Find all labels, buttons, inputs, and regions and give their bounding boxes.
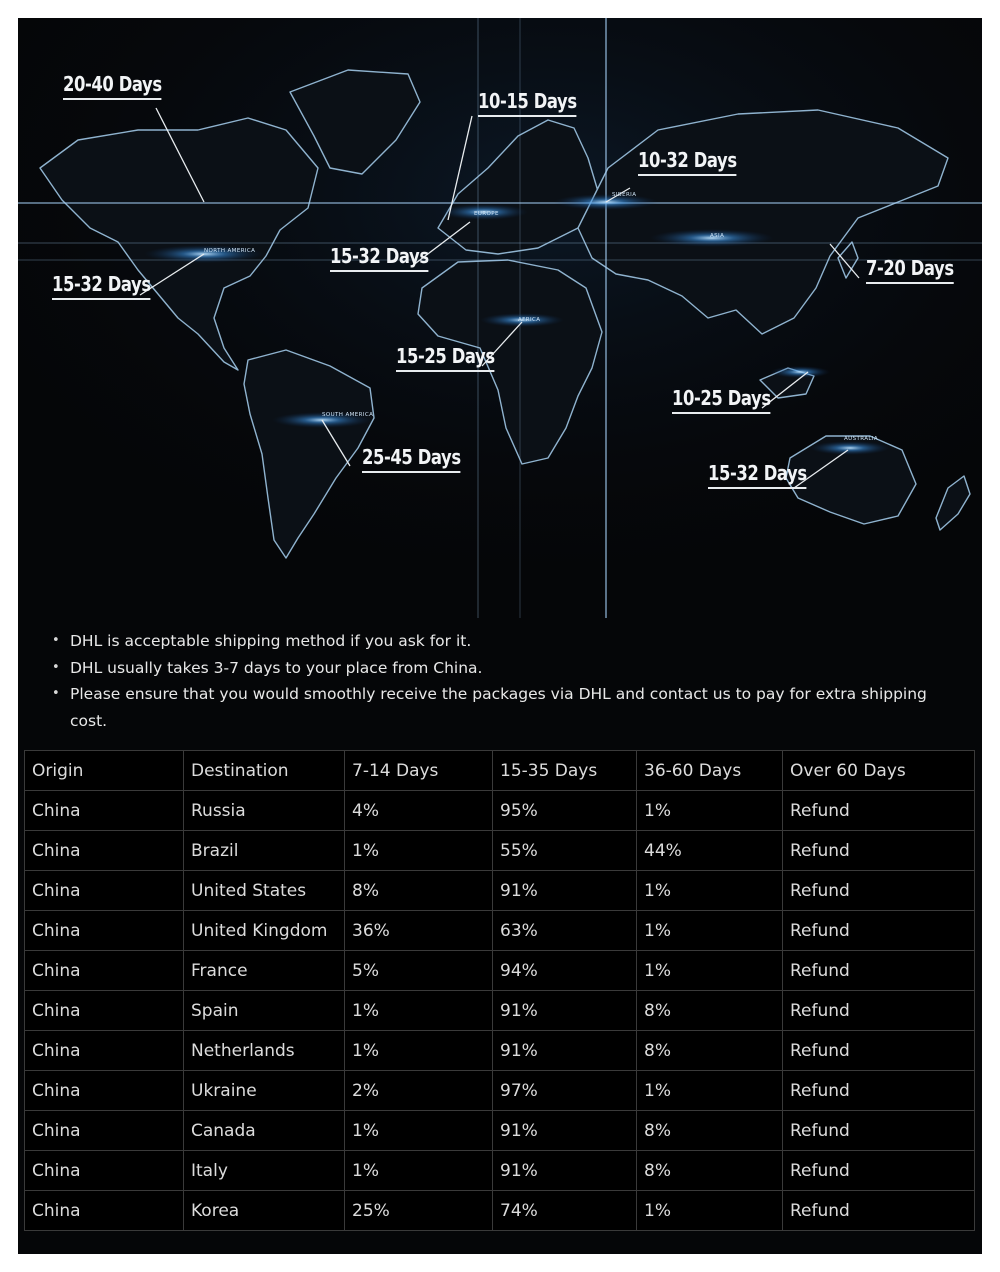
cell-origin: China xyxy=(25,991,184,1031)
cell-36-60: 1% xyxy=(637,1191,783,1231)
cell-36-60: 1% xyxy=(637,951,783,991)
cell-7-14: 1% xyxy=(345,1111,493,1151)
cell-36-60: 8% xyxy=(637,991,783,1031)
table-row xyxy=(25,831,975,871)
label-south-america: 25-45 Days xyxy=(362,445,461,473)
cell-15-35: 94% xyxy=(493,951,637,991)
cell-origin: China xyxy=(25,1191,184,1231)
cell-destination: Korea xyxy=(184,1191,345,1231)
table-row xyxy=(25,1071,975,1111)
cell-origin: China xyxy=(25,791,184,831)
label-southeast-asia: 10-25 Days xyxy=(672,386,771,414)
cell-7-14: 2% xyxy=(345,1071,493,1111)
cell-36-60: 8% xyxy=(637,1151,783,1191)
tag-asia: ASIA xyxy=(710,233,725,239)
cell-destination: Brazil xyxy=(184,831,345,871)
header-36-60-days: 36-60 Days xyxy=(637,751,783,791)
cell-over-60: Refund xyxy=(783,951,975,991)
cell-origin: China xyxy=(25,1071,184,1111)
table-row xyxy=(25,911,975,951)
label-russia: 10-32 Days xyxy=(638,148,737,176)
cell-15-35: 91% xyxy=(493,1151,637,1191)
table-row xyxy=(25,1031,975,1071)
cell-over-60: Refund xyxy=(783,1031,975,1071)
cell-7-14: 1% xyxy=(345,1151,493,1191)
cell-over-60: Refund xyxy=(783,1071,975,1111)
cell-destination: Spain xyxy=(184,991,345,1031)
cell-36-60: 44% xyxy=(637,831,783,871)
cell-over-60: Refund xyxy=(783,1151,975,1191)
cell-15-35: 95% xyxy=(493,791,637,831)
delivery-time-table xyxy=(24,750,975,1231)
cell-destination: United Kingdom xyxy=(184,911,345,951)
note-item: • DHL is acceptable shipping method if you ask for it. xyxy=(52,628,952,655)
note-item: • DHL usually takes 3-7 days to your place from China. xyxy=(52,655,952,682)
cell-15-35: 55% xyxy=(493,831,637,871)
cell-15-35: 91% xyxy=(493,1031,637,1071)
note-item: • Please ensure that you would smoothly receive the packages via DHL and contact us to pay for extra shipping cost. xyxy=(52,681,952,734)
cell-destination: United States xyxy=(184,871,345,911)
cell-7-14: 36% xyxy=(345,911,493,951)
cell-7-14: 25% xyxy=(345,1191,493,1231)
table-row xyxy=(25,1111,975,1151)
tag-europe: EUROPE xyxy=(474,211,499,217)
cell-origin: China xyxy=(25,1111,184,1151)
cell-over-60: Refund xyxy=(783,871,975,911)
cell-15-35: 74% xyxy=(493,1191,637,1231)
header-over-60-days: Over 60 Days xyxy=(783,751,975,791)
label-europe-north: 10-15 Days xyxy=(478,89,577,117)
tag-siberia: SIBERIA xyxy=(612,192,637,198)
header-15-35-days: 15-35 Days xyxy=(493,751,637,791)
header-7-14-days: 7-14 Days xyxy=(345,751,493,791)
cell-7-14: 5% xyxy=(345,951,493,991)
table-row xyxy=(25,791,975,831)
cell-origin: China xyxy=(25,1151,184,1191)
table-row xyxy=(25,871,975,911)
cell-15-35: 91% xyxy=(493,991,637,1031)
label-europe-south: 15-32 Days xyxy=(330,244,429,272)
cell-over-60: Refund xyxy=(783,1111,975,1151)
cell-7-14: 1% xyxy=(345,991,493,1031)
cell-36-60: 8% xyxy=(637,1111,783,1151)
cell-origin: China xyxy=(25,951,184,991)
cell-destination: Italy xyxy=(184,1151,345,1191)
dhl-notes xyxy=(52,628,952,734)
cell-36-60: 8% xyxy=(637,1031,783,1071)
cell-over-60: Refund xyxy=(783,1191,975,1231)
cell-over-60: Refund xyxy=(783,831,975,871)
cell-15-35: 63% xyxy=(493,911,637,951)
cell-7-14: 4% xyxy=(345,791,493,831)
table-row xyxy=(25,1191,975,1231)
tag-north-america: NORTH AMERICA xyxy=(204,248,256,254)
label-east-asia: 7-20 Days xyxy=(866,256,954,284)
cell-36-60: 1% xyxy=(637,911,783,951)
tag-south-america: SOUTH AMERICA xyxy=(322,412,374,418)
cell-36-60: 1% xyxy=(637,871,783,911)
cell-destination: France xyxy=(184,951,345,991)
cell-36-60: 1% xyxy=(637,1071,783,1111)
cell-origin: China xyxy=(25,831,184,871)
cell-destination: Netherlands xyxy=(184,1031,345,1071)
table-header-row xyxy=(25,751,975,791)
cell-destination: Ukraine xyxy=(184,1071,345,1111)
label-australia: 15-32 Days xyxy=(708,461,807,489)
cell-destination: Russia xyxy=(184,791,345,831)
table-row xyxy=(25,991,975,1031)
cell-over-60: Refund xyxy=(783,911,975,951)
cell-7-14: 1% xyxy=(345,1031,493,1071)
tag-australia: AUSTRALIA xyxy=(844,436,879,442)
cell-over-60: Refund xyxy=(783,791,975,831)
cell-7-14: 8% xyxy=(345,871,493,911)
cell-36-60: 1% xyxy=(637,791,783,831)
cell-7-14: 1% xyxy=(345,831,493,871)
cell-destination: Canada xyxy=(184,1111,345,1151)
cell-15-35: 91% xyxy=(493,871,637,911)
table-row xyxy=(25,1151,975,1191)
tag-africa: AFRICA xyxy=(518,317,541,323)
label-north-america: 15-32 Days xyxy=(52,272,151,300)
label-north-america-north: 20-40 Days xyxy=(63,72,162,100)
cell-over-60: Refund xyxy=(783,991,975,1031)
shipping-info-panel xyxy=(18,18,982,1254)
cell-origin: China xyxy=(25,1031,184,1071)
cell-15-35: 91% xyxy=(493,1111,637,1151)
label-africa: 15-25 Days xyxy=(396,344,495,372)
table-row xyxy=(25,951,975,991)
header-destination: Destination xyxy=(184,751,345,791)
cell-15-35: 97% xyxy=(493,1071,637,1111)
header-origin: Origin xyxy=(25,751,184,791)
cell-origin: China xyxy=(25,911,184,951)
cell-origin: China xyxy=(25,871,184,911)
